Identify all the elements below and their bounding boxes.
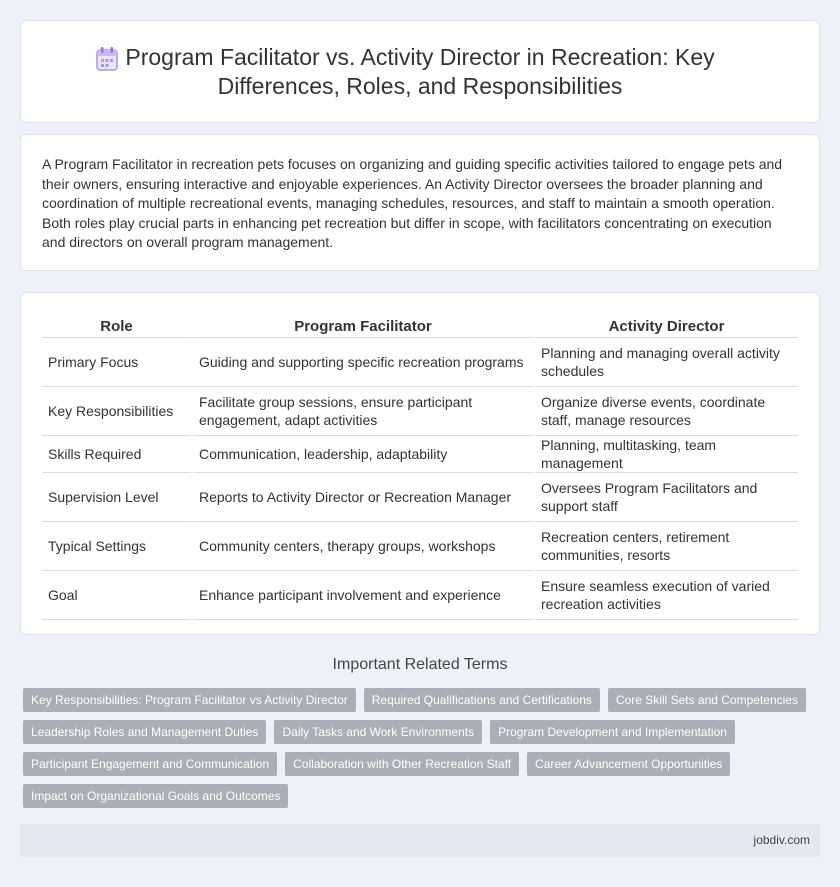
footer: [20, 824, 820, 857]
footer-site-link[interactable]: jobdiv.com: [753, 833, 810, 847]
table-header-row: [42, 314, 798, 338]
row-label: Goal: [42, 571, 192, 620]
intro-paragraph: A Program Facilitator in recreation pets focuses on organizing and guiding specific activities tailored to engage pets and their owners, ensuring interactive and enjoyable experiences. An Activity Director oversees the broader planning and coordination of multiple recreational events, managing schedules, resources, and staff to maintain a smooth operation. Both roles play crucial parts in enhancing pet recreation but differ in scope, with facilitators concentrating on execution and directors on overall program management.: [42, 156, 783, 250]
table-row: [42, 571, 798, 620]
row-label: Key Responsibilities: [42, 387, 192, 436]
facilitator-cell: Community centers, therapy groups, workshops: [192, 522, 534, 571]
director-cell: Recreation centers, retirement communities, resorts: [534, 522, 798, 571]
row-label: Skills Required: [42, 436, 192, 473]
header-card: [20, 20, 820, 123]
related-term-tag[interactable]: Key Responsibilities: Program Facilitator vs Activity Director: [23, 688, 356, 712]
facilitator-cell: Enhance participant involvement and experience: [192, 571, 534, 620]
related-terms-list: [23, 688, 823, 816]
related-term-tag[interactable]: Collaboration with Other Recreation Staff: [285, 752, 519, 776]
facilitator-cell: Facilitate group sessions, ensure participant engagement, adapt activities: [192, 387, 534, 436]
header-activity-director: Activity Director: [534, 314, 798, 338]
related-term-tag[interactable]: Required Qualifications and Certifications: [364, 688, 600, 712]
director-cell: Planning and managing overall activity schedules: [534, 338, 798, 387]
header-program-facilitator: Program Facilitator: [192, 314, 534, 338]
facilitator-cell: Reports to Activity Director or Recreation Manager: [192, 473, 534, 522]
row-label: Typical Settings: [42, 522, 192, 571]
facilitator-cell: Communication, leadership, adaptability: [192, 436, 534, 473]
director-cell: Oversees Program Facilitators and support staff: [534, 473, 798, 522]
related-term-tag[interactable]: Leadership Roles and Management Duties: [23, 720, 266, 744]
intro-card: [20, 134, 820, 271]
page-title: Program Facilitator vs. Activity Director in Recreation: Key Differences, Roles, and Responsibilities: [125, 44, 715, 99]
table-row: [42, 436, 798, 473]
director-cell: Ensure seamless execution of varied recreation activities: [534, 571, 798, 620]
related-term-tag[interactable]: Core Skill Sets and Competencies: [608, 688, 806, 712]
related-term-tag[interactable]: Participant Engagement and Communication: [23, 752, 277, 776]
related-term-tag[interactable]: Daily Tasks and Work Environments: [274, 720, 482, 744]
comparison-table: [42, 314, 798, 620]
table-row: [42, 387, 798, 436]
row-label: Supervision Level: [42, 473, 192, 522]
facilitator-cell: Guiding and supporting specific recreation programs: [192, 338, 534, 387]
related-term-tag[interactable]: Career Advancement Opportunities: [527, 752, 730, 776]
related-term-tag[interactable]: Impact on Organizational Goals and Outcomes: [23, 784, 288, 808]
header-role: Role: [42, 314, 192, 338]
related-terms-title: Important Related Terms: [332, 656, 508, 673]
row-label: Primary Focus: [42, 338, 192, 387]
table-row: [42, 338, 798, 387]
table-row: [42, 473, 798, 522]
table-row: [42, 522, 798, 571]
comparison-card: [20, 292, 820, 635]
director-cell: Planning, multitasking, team management: [534, 436, 798, 473]
director-cell: Organize diverse events, coordinate staff, manage resources: [534, 387, 798, 436]
related-term-tag[interactable]: Program Development and Implementation: [490, 720, 735, 744]
